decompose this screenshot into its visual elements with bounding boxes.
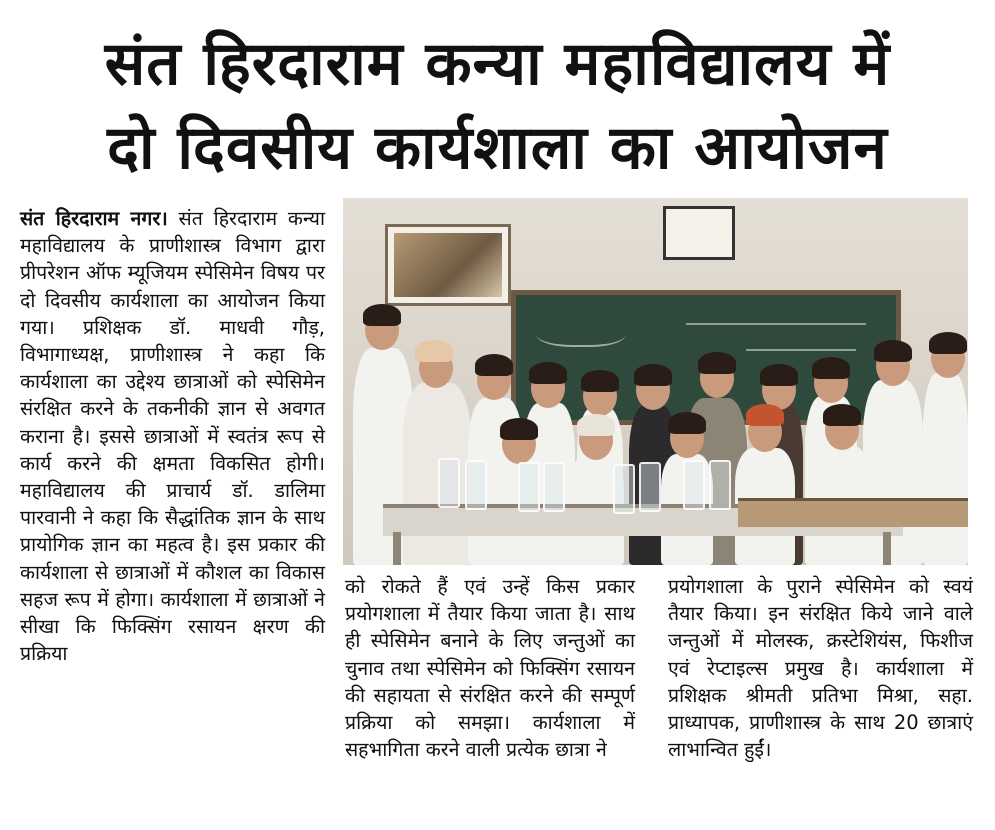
headline-line-2: दो दिवसीय कार्यशाला का आयोजन <box>107 113 888 183</box>
lab-bench <box>738 498 968 527</box>
group-photo <box>343 198 968 565</box>
article-column-3 <box>668 573 973 763</box>
article-text-3: प्रयोगशाला के पुराने स्पेसिमेन को स्वयं तैयार किया। इन संरक्षित किये जाने वाले जन्तुओं में मोलस्क, क्रस्टेशियंस, फिशीज एवं रेप्टाइल्स प्रमुख है। कार्यशाला में प्रशिक्षक श्रीमती प्रतिभा मिश्रा, सहा. प्राध्यापक, प्राणीशास्त्र के साथ 20 छात्राएं लाभान्वित हुईं। <box>668 575 973 762</box>
article-text-1: संत हिरदाराम कन्या महाविद्यालय के प्राणीशास्त्र विभाग द्वारा प्रीपरेशन ऑफ म्यूजियम स्पेसिमेन विषय पर दो दिवसीय कार्यशाला का आयोजन किया गया। प्रशिक्षक डॉ. माधवी गौड़, विभागाध्यक्ष, प्राणीशास्त्र ने कहा कि कार्यशाला का उद्देश्य छात्राओं को स्पेसिमेन संरक्षित करने के तकनीकी ज्ञान से अवगत कराना है। इससे छात्राओं में स्वतंत्र रूप से कार्य करने की क्षमता विकसित होगी। महाविद्यालय की प्राचार्य डॉ. डालिमा पारवानी ने कहा कि सैद्धांतिक ज्ञान के साथ प्रायोगिक ज्ञान का महत्व है। इस प्रकार की कार्यशाला से छात्राओं में कौशल का विकास सहज रूप में होगा। कार्यशाला में छात्राओं ने सीखा कि फिक्सिंग रसायन क्षरण की प्रक्रिया <box>20 207 326 666</box>
article-text-2: को रोकते हैं एवं उन्हें किस प्रकार प्रयोगशाला में तैयार किया जाता है। साथ ही स्पेसिमेन बनाने के लिए जन्तुओं का चुनाव तथा स्पेसिमेन को फिक्सिंग रसायन की सहायता से संरक्षित करने की सम्पूर्ण प्रक्रिया को समझा। कार्यशाला में सहभागिता करने वाली प्रत्येक छात्रा ने <box>345 575 635 762</box>
article-column-1 <box>20 205 325 667</box>
wall-certificate-frame <box>663 206 735 260</box>
wall-picture-frame <box>385 224 511 306</box>
headline-line-1: संत हिरदाराम कन्या महाविद्यालय में <box>104 29 891 99</box>
article-column-2 <box>345 573 635 763</box>
dateline: संत हिरदाराम नगर। <box>20 207 168 230</box>
